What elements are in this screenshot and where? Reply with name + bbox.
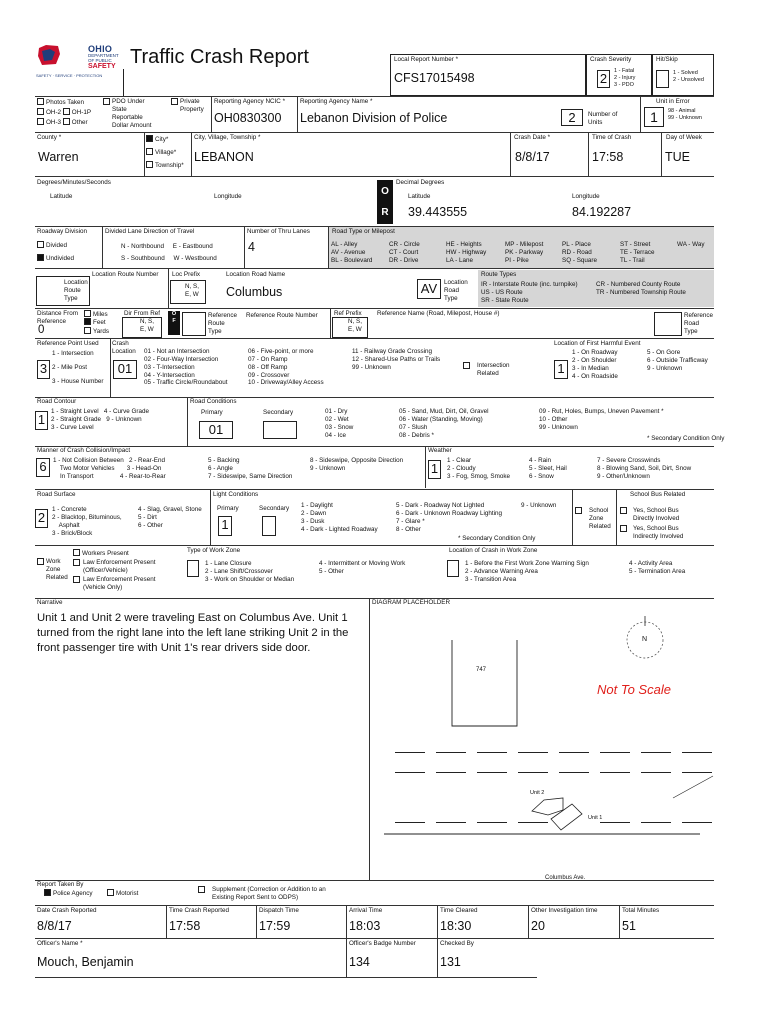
photos-oh3: OH-3 Other [37, 118, 88, 127]
crash-diagram-drawing [370, 608, 714, 880]
village-option: Village* [146, 148, 176, 157]
ref-prefix-options: N, S, E, W [348, 318, 362, 333]
divided-lane-options: N - Northbound E - Eastbound S - Southbound W - Westbound [121, 243, 217, 262]
report-title: Traffic Crash Report [130, 46, 309, 68]
light-primary-code: 1 [218, 516, 232, 536]
le-vehicle-checkbox[interactable] [73, 576, 80, 583]
road-conditions-primary: Primary [201, 409, 223, 416]
officer-name-value: Mouch, Benjamin [37, 955, 134, 969]
checked-by-label: Checked By [440, 940, 474, 947]
workers-present-checkbox[interactable] [73, 549, 80, 556]
dispatch-value: 17:59 [259, 919, 291, 933]
crash-location-col1: 01 - Not an Intersection 02 - Four-Way Intersection 03 - T-Intersection 04 - Y-Intersection 05 - Traffic Circle/Roundabout [144, 348, 228, 387]
road-type-col6: ST - Street TE - Terrace TL - Trail [620, 241, 655, 264]
motorist-option: Motorist [107, 889, 138, 898]
work-zone-type-col2: 4 - Intermittent or Moving Work 5 - Other [319, 560, 406, 575]
latitude-value: 39.443555 [408, 205, 468, 219]
collision-col2: 5 - Backing 6 - Angle 7 - Sideswipe, Same Direction [208, 457, 293, 480]
thru-lanes-value: 4 [248, 240, 255, 254]
number-of-units-code: 2 [561, 109, 583, 126]
intersection-related-label: Intersection Related [477, 362, 510, 377]
school-zone-label: School Zone Related [589, 507, 611, 530]
or-divider [377, 180, 393, 224]
weather-col3: 7 - Severe Crosswinds 8 - Blowing Sand, Soil, Dirt, Snow 9 - Other/Unknown [597, 457, 692, 480]
pdo-checkbox-wrap [103, 98, 112, 107]
loc-prefix-label: Loc Prefix [172, 271, 200, 278]
photos-taken-label: Photos Taken [37, 98, 84, 107]
thru-lanes-label: Number of Thru Lanes [247, 228, 310, 235]
other-investigation-value: 20 [531, 919, 545, 933]
school-bus-opt1: Yes, School Bus Directly Involved [633, 507, 680, 522]
divided-lane-label: Divided Lane Direction of Travel [105, 228, 195, 235]
dms-longitude-label: Longitude [214, 193, 242, 200]
road-name-label: Location Road Name [226, 271, 286, 278]
road-conditions-primary-code: 01 [199, 421, 233, 439]
light-secondary-code[interactable] [262, 516, 276, 536]
loc-prefix-options: N, S, E, W [185, 283, 199, 298]
le-vehicle-checkbox-wrap [73, 576, 82, 585]
collision-col3: 8 - Sideswipe, Opposite Direction 9 - Unknown [310, 457, 404, 472]
road-type-col2: CR - Circle CT - Court DR - Drive [389, 241, 420, 264]
motorist-checkbox[interactable] [107, 889, 114, 896]
light-note: * Secondary Condition Only [458, 535, 536, 542]
time-reported-value: 17:58 [169, 919, 201, 933]
badge-label: Officer's Badge Number [349, 940, 416, 947]
date-reported-value: 8/8/17 [37, 919, 72, 933]
police-agency-checkbox[interactable] [44, 889, 51, 896]
photos-oh2: OH-2 OH-1P [37, 108, 91, 117]
dispatch-label: Dispatch Time [259, 907, 299, 914]
crash-date-value: 8/8/17 [515, 150, 550, 164]
road-surface-code: 2 [35, 509, 48, 528]
collision-label: Manner of Crash Collision/Impact [37, 447, 131, 454]
oh1p-checkbox[interactable] [63, 108, 70, 115]
light-col2: 5 - Dark - Roadway Not Lighted 6 - Dark - Unknown Roadway Lighting 7 - Glare * 8 - Other [396, 502, 503, 533]
collision-code: 6 [36, 458, 50, 477]
supplement-checkbox-wrap [198, 886, 207, 895]
first-harmful-label: Location of First Harmful Event [554, 340, 641, 347]
dir-from-ref-options: N, S, E, W [140, 318, 154, 333]
road-conditions-secondary: Secondary [263, 409, 294, 416]
undivided-checkbox[interactable] [37, 254, 44, 261]
feet-checkbox[interactable] [84, 318, 91, 325]
logo-line1: OHIO [88, 44, 113, 54]
unit1-label: Unit 1 [588, 815, 603, 821]
road-contour-label: Road Contour [37, 398, 77, 405]
work-zone-label: Work Zone Related [46, 558, 68, 581]
private-property-checkbox-wrap [171, 98, 180, 107]
cleared-label: Time Cleared [440, 907, 478, 914]
feet-option: Feet [84, 318, 106, 327]
hit-skip-label: Hit/Skip [656, 56, 678, 63]
road-conditions-label: Road Conditions [190, 398, 237, 405]
logo-line4: SAFETY [88, 63, 116, 70]
road-conditions-col2: 05 - Sand, Mud, Dirt, Oil, Gravel 06 - Water (Standing, Moving) 07 - Slush 08 - Debris * [399, 408, 489, 439]
date-reported-label: Date Crash Reported [37, 907, 97, 914]
police-agency-option: Police Agency [44, 889, 93, 898]
work-zone-checkbox-wrap [37, 558, 46, 567]
light-primary: Primary [217, 505, 239, 512]
county-value: Warren [38, 150, 79, 164]
city-value: LEBANON [194, 150, 254, 164]
le-present-checkbox[interactable] [73, 559, 80, 566]
logo-tagline: SAFETY · SERVICE · PROTECTION [36, 73, 103, 78]
le-vehicle-label: Law Enforcement Present (Vehicle Only) [83, 576, 156, 591]
school-bus-opt1-checkbox[interactable] [620, 507, 627, 514]
unit-in-error-label: Unit in Error [656, 98, 690, 105]
miles-option: Miles [84, 310, 108, 319]
diagram-label: DIAGRAM PLACEHOLDER [372, 599, 451, 606]
road-conditions-note: * Secondary Condition Only [647, 435, 725, 442]
work-zone-location-col2: 4 - Activity Area 5 - Termination Area [629, 560, 686, 575]
school-bus-opt2-checkbox[interactable] [620, 525, 627, 532]
work-zone-location-label: Location of Crash in Work Zone [449, 547, 538, 554]
city-checkbox[interactable] [146, 135, 153, 142]
of-label: O F [168, 311, 180, 335]
agency-name-value: Lebanon Division of Police [300, 111, 448, 125]
ref-point-options: 1 - Intersection 2 - Mile Post 3 - House Number [52, 350, 104, 385]
total-minutes-label: Total Minutes [622, 907, 660, 914]
school-zone-checkbox[interactable] [575, 507, 582, 514]
unit2-label: Unit 2 [530, 790, 545, 796]
road-conditions-col1: 01 - Dry 02 - Wet 03 - Snow 04 - Ice [325, 408, 354, 439]
day-of-week-label: Day of Week [666, 134, 702, 141]
road-type-col1: AL - Alley AV - Avenue BL - Boulevard [331, 241, 373, 264]
distance-label: Distance From Reference [37, 310, 78, 325]
logo-line2: DEPARTMENT [88, 53, 119, 58]
longitude-value: 84.192287 [572, 205, 632, 219]
address-label: 747 [476, 667, 487, 673]
ref-route-number-label: Reference Route Number [246, 312, 318, 319]
crash-date-label: Crash Date * [514, 134, 551, 141]
road-type-col5: PL - Place RD - Road SQ - Square [562, 241, 597, 264]
ref-point-label: Reference Point Used [37, 340, 99, 347]
arrival-label: Arrival Time [349, 907, 383, 914]
supplement-checkbox[interactable] [198, 886, 205, 893]
ref-name-label: Reference Name (Road, Milepost, House #) [377, 310, 500, 317]
pdo-label: PDO Under State Reportable Dollar Amount [112, 98, 152, 129]
or-o: O [381, 186, 389, 197]
narrative-label: Narrative [37, 599, 63, 606]
road-surface-col2: 4 - Slag, Gravel, Stone 5 - Dirt 6 - Other [138, 506, 202, 529]
oh2-checkbox[interactable] [37, 108, 44, 115]
decimal-latitude-label: Latitude [408, 193, 431, 200]
light-col3: 9 - Unknown [521, 502, 557, 509]
light-secondary: Secondary [259, 505, 290, 512]
crash-location-code: 01 [113, 360, 137, 379]
local-report-label: Local Report Number * [394, 56, 459, 63]
route-types-list: IR - Interstate Route (inc. turnpike) US - US Route SR - State Route [481, 281, 578, 304]
city-label: City, Village, Township * [194, 134, 261, 141]
dms-label: Degrees/Minutes/Seconds [37, 179, 111, 186]
or-r: R [381, 207, 389, 218]
north-icon: N [642, 636, 648, 643]
miles-checkbox[interactable] [84, 310, 91, 317]
number-of-units-label: Number of Units [588, 111, 618, 126]
first-harmful-col1: 1 - On Roadway 2 - On Shoulder 3 - In Median 4 - On Roadside [572, 349, 618, 380]
township-option: Township* [146, 161, 184, 170]
le-present-label: Law Enforcement Present (Officer/Vehicle) [83, 559, 156, 574]
crash-severity-options: 1 - Fatal 2 - Injury 3 - PDO [614, 68, 636, 88]
pdo-checkbox[interactable] [103, 98, 110, 105]
le-present-checkbox-wrap [73, 559, 82, 568]
work-zone-type-label: Type of Work Zone [187, 547, 241, 554]
collision-col1: 1 - Not Collision Between 2 - Rear-End Two Motor Vehicles 3 - Head-On In Transport 4 - Rear-to-Rear [53, 457, 166, 480]
location-road-type-label: Location Road Type [444, 279, 468, 302]
road-type-col4: MP - Milepost PK - Parkway PI - Pike [505, 241, 544, 264]
street-label: Columbus Ave. [545, 875, 586, 881]
unit-in-error-code: 1 [644, 107, 664, 127]
crash-location-label: Crash Location [112, 340, 136, 355]
crash-severity-label: Crash Severity [590, 56, 632, 63]
light-label: Light Conditions [213, 491, 259, 498]
school-bus-opt2-checkbox-wrap [620, 525, 629, 534]
hit-skip-code[interactable] [656, 70, 669, 88]
light-col1: 1 - Daylight 2 - Dawn 3 - Dusk 4 - Dark - Lighted Roadway [301, 502, 378, 533]
county-label: County * [37, 134, 62, 141]
photos-taken-checkbox[interactable] [37, 98, 44, 105]
crash-location-col2: 06 - Five-point, or more 07 - On Ramp 08 - Off Ramp 09 - Crossover 10 - Driveway/Alley Access [248, 348, 324, 387]
supplement-label: Supplement (Correction or Addition to an Existing Report Sent to ODPS) [212, 886, 326, 901]
road-type-col3: HE - Heights HW - Highway LA - Lane [446, 241, 487, 264]
ref-route-type-label: Reference Route Type [208, 312, 238, 335]
road-conditions-col3: 09 - Rut, Holes, Bumps, Uneven Pavement * 10 - Other 99 - Unknown [539, 408, 664, 431]
city-option: City* [146, 135, 168, 144]
first-harmful-col2: 5 - On Gore 6 - Outside Trafficway 9 - Unknown [647, 349, 708, 372]
unit-in-error-options: 98 - Animal 99 - Unknown [668, 108, 702, 121]
time-reported-label: Time Crash Reported [169, 907, 229, 914]
agency-ncic-label: Reporting Agency NCIC * [214, 98, 286, 105]
intersection-related-checkbox[interactable] [463, 362, 470, 369]
ref-prefix-label: Ref Prefix [334, 310, 362, 317]
ref-road-type-label: Reference Road Type [684, 312, 714, 335]
time-of-crash-value: 17:58 [592, 150, 624, 164]
work-zone-location-col1: 1 - Before the First Work Zone Warning Sign 2 - Advance Warning Area 3 - Transition Area [465, 560, 589, 583]
undivided-option: Undivided [37, 254, 74, 263]
hit-skip-options: 1 - Solved 2 - Unsolved [673, 70, 704, 83]
arrival-value: 18:03 [349, 919, 381, 933]
school-zone-checkbox-wrap [575, 507, 584, 516]
road-contour-code: 1 [35, 411, 48, 430]
checked-by-value: 131 [440, 955, 461, 969]
intersection-related-checkbox-wrap [463, 362, 472, 371]
roadway-division-label: Roadway Division [37, 228, 88, 235]
ref-point-code: 3 [37, 360, 50, 379]
township-checkbox[interactable] [146, 161, 153, 168]
weather-col2: 4 - Rain 5 - Sleet, Hail 6 - Snow [529, 457, 567, 480]
officer-name-label: Officer's Name * [37, 940, 83, 947]
crash-diagram [370, 608, 714, 880]
agency-ncic-value: OH0830300 [214, 111, 282, 125]
route-types-list2: CR - Numbered County Route TR - Numbered Township Route [596, 281, 686, 296]
local-report-number: CFS17015498 [394, 71, 475, 85]
crash-location-col3: 11 - Railway Grade Crossing 12 - Shared-Use Paths or Trails 99 - Unknown [352, 348, 441, 371]
decimal-label: Decimal Degrees [396, 179, 445, 186]
school-bus-opt2: Yes, School Bus Indirectly Involved [633, 525, 684, 540]
road-surface-col1: 1 - Concrete 2 - Blacktop, Bituminous, Asphalt 3 - Brick/Block [52, 506, 122, 537]
narrative-text: Unit 1 and Unit 2 were traveling East on Columbus Ave. Unit 1 turned from the right lane into the left lane striking Unit 2 in the front passenger tire with Unit 1's rear drivers side door. [37, 612, 349, 655]
road-type-label: Road Type or Milepost [332, 228, 395, 235]
divided-option: Divided [37, 241, 67, 250]
weather-col1: 1 - Clear 2 - Cloudy 3 - Fog, Smog, Smoke [447, 457, 510, 480]
cleared-value: 18:30 [440, 919, 472, 933]
route-types-label: Route Types [481, 271, 517, 278]
location-route-type-label: Location Route Type [64, 279, 88, 302]
distance-value: 0 [38, 324, 45, 336]
weather-code: 1 [428, 460, 441, 479]
time-of-crash-label: Time of Crash [592, 134, 632, 141]
yards-option: Yards [84, 327, 109, 336]
road-conditions-secondary-code[interactable] [263, 421, 297, 439]
work-zone-type-col1: 1 - Lane Closure 2 - Lane Shift/Crossover 3 - Work on Shoulder or Median [205, 560, 295, 583]
day-of-week-value: TUE [665, 150, 690, 164]
first-harmful-code: 1 [554, 360, 568, 379]
report-taken-label: Report Taken By [37, 881, 84, 888]
village-checkbox[interactable] [146, 148, 153, 155]
dms-latitude-label: Latitude [50, 193, 73, 200]
badge-value: 134 [349, 955, 370, 969]
workers-present-option: Workers Present [73, 549, 129, 558]
road-contour-options: 1 - Straight Level 4 - Curve Grade 2 - Straight Grade 9 - Unknown 3 - Curve Level [51, 408, 149, 431]
not-to-scale-label: Not To Scale [597, 682, 671, 697]
logo-line3: OF PUBLIC [88, 58, 112, 63]
yards-checkbox[interactable] [84, 327, 91, 334]
divided-checkbox[interactable] [37, 241, 44, 248]
location-route-number-label: Location Route Number [92, 271, 159, 278]
work-zone-checkbox[interactable] [37, 558, 44, 565]
total-minutes-value: 51 [622, 919, 636, 933]
agency-name-label: Reporting Agency Name * [300, 98, 373, 105]
ohio-seal-icon [36, 42, 62, 68]
school-bus-label: School Bus Related [630, 491, 686, 498]
school-bus-opt1-checkbox-wrap [620, 507, 629, 516]
other-checkbox[interactable] [63, 118, 70, 125]
crash-severity-code: 2 [597, 70, 610, 88]
road-surface-label: Road Surface [37, 491, 76, 498]
road-name-value: Columbus [226, 285, 283, 299]
private-property-checkbox[interactable] [171, 98, 178, 105]
oh3-checkbox[interactable] [37, 118, 44, 125]
road-type-code: AV [417, 279, 441, 299]
road-type-col7: WA - Way [677, 241, 705, 248]
odps-logo [36, 42, 126, 80]
private-property-label: Private Property [180, 98, 204, 113]
decimal-longitude-label: Longitude [572, 193, 600, 200]
other-investigation-label: Other Investigation time [531, 907, 598, 914]
dir-from-ref-label: Dir From Ref [124, 310, 161, 317]
weather-label: Weather [428, 447, 452, 454]
